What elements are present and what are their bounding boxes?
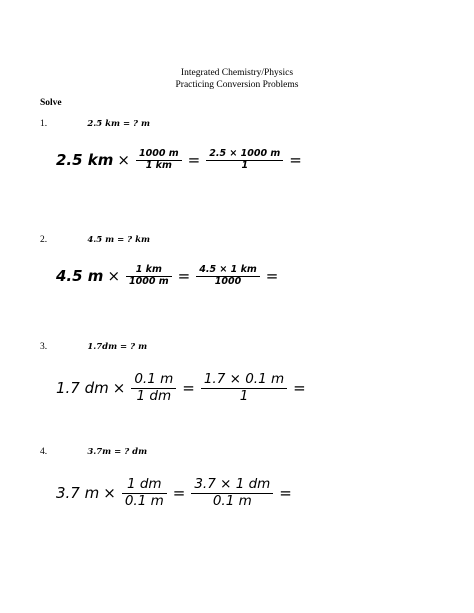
- title-line-2: Practicing Conversion Problems: [175, 80, 299, 90]
- fraction-numerator: 3.7 × 1 dm: [194, 476, 271, 492]
- problem-number: 4.: [40, 447, 48, 457]
- conversion-factor: [131, 372, 176, 404]
- fraction-numerator: 1.7 × 0.1 m: [203, 371, 285, 387]
- conversion-factor: [122, 477, 167, 509]
- given-quantity: 4.5 m: [56, 267, 104, 286]
- fraction-numerator: 0.1 m: [134, 371, 174, 387]
- problem-number: 1.: [40, 119, 48, 129]
- section-heading: Solve: [40, 98, 62, 108]
- problem-header: [40, 119, 150, 129]
- fraction-denominator: 1 dm: [136, 387, 172, 404]
- fraction-numerator: 4.5 × 1 km: [199, 264, 257, 275]
- equals-sign: =: [177, 267, 191, 286]
- conversion-equation: [56, 372, 310, 404]
- equals-sign: =: [182, 379, 195, 398]
- problem-statement: 1.7dm = ? m: [87, 342, 148, 352]
- multiply-sign: ×: [112, 379, 126, 398]
- fraction-numerator: 2.5 × 1000 m: [209, 148, 281, 159]
- conversion-equation: [56, 265, 282, 288]
- result-fraction: [196, 265, 260, 288]
- problem-header: [40, 342, 147, 352]
- equals-sign: =: [187, 151, 201, 170]
- conversion-equation: [56, 149, 306, 172]
- multiply-sign: ×: [103, 484, 116, 503]
- problem-number: 3.: [40, 342, 48, 352]
- fraction-denominator: 0.1 m: [212, 492, 252, 509]
- fraction-numerator: 1000 m: [138, 148, 179, 159]
- multiply-sign: ×: [107, 267, 121, 286]
- conversion-factor: [136, 149, 182, 172]
- fraction-numerator: 1 dm: [126, 476, 162, 492]
- fraction-denominator: 0.1 m: [124, 492, 164, 509]
- problem-header: [40, 447, 147, 457]
- fraction-denominator: 1 km: [145, 159, 172, 171]
- fraction-denominator: 1000: [214, 275, 242, 287]
- equals-sign: =: [172, 484, 186, 503]
- equals-sign: =: [293, 379, 306, 398]
- given-quantity: 1.7 dm: [56, 379, 109, 398]
- title-line-1: Integrated Chemistry/Physics: [180, 68, 294, 78]
- conversion-factor: [126, 265, 172, 288]
- result-fraction: [191, 477, 273, 509]
- fraction-denominator: 1: [239, 387, 249, 404]
- conversion-equation: [56, 477, 296, 509]
- problem-number: 2.: [40, 235, 48, 245]
- result-fraction: [206, 149, 283, 172]
- page-title: [0, 67, 474, 91]
- multiply-sign: ×: [117, 151, 130, 170]
- fraction-denominator: 1000 m: [129, 275, 169, 287]
- equals-sign: =: [265, 267, 279, 286]
- given-quantity: 3.7 m: [56, 484, 100, 503]
- problem-statement: 3.7m = ? dm: [87, 447, 148, 457]
- problem-statement: 2.5 km = ? m: [87, 119, 150, 129]
- equals-sign: =: [279, 484, 292, 503]
- fraction-denominator: 1: [241, 159, 249, 171]
- problem-statement: 4.5 m = ? km: [87, 235, 150, 245]
- fraction-numerator: 1 km: [135, 264, 162, 275]
- problem-header: [40, 235, 150, 245]
- given-quantity: 2.5 km: [56, 151, 114, 170]
- equals-sign: =: [289, 151, 302, 170]
- result-fraction: [201, 372, 287, 404]
